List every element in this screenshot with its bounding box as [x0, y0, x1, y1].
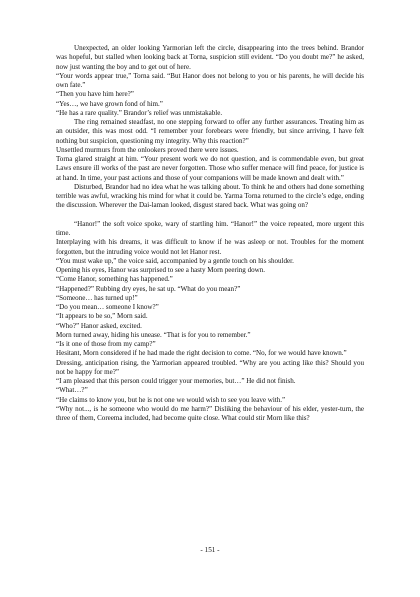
paragraph: “Then you have him here?” [56, 90, 134, 99]
paragraph: Unexpected, an older looking Yarmorian left the circle, disappearing into the trees behind. Brandor was hopeful, but stalled when looking back at Torna, suspicion still evident. “Do you doubt me?” he asked, now just wanting the boy and to get out of here. [56, 44, 364, 71]
paragraph: Interplaying with his dreams, it was difficult to know if he was asleep or not. Troubles for the moment forgotten, but the intruding voice would not let Hanor rest. [56, 238, 364, 256]
paragraph: “It appears to be so,” Morn said. [56, 312, 148, 321]
section-break [56, 211, 364, 220]
paragraph: The ring remained steadfast, no one stepping forward to offer any further assurances. Treating him as an outsider, this was most odd. “I remember your forebears were friendly, but since arriving, I have felt nothing but suspicion, questioning my integrity. Why this reaction?” [56, 118, 364, 145]
paragraph: “I am pleased that this person could trigger your memories, but…” He did not finish. [56, 377, 296, 385]
paragraph: “Your words appear true,” Torna said. “But Hanor does not belong to you or his parents, he will decide his own fate.” [56, 71, 364, 89]
body-text [56, 44, 364, 423]
paragraph: “He has a rare quality.” Brandor’s relief was unmistakable. [56, 108, 223, 117]
paragraph: “Someone… has turned up!” [56, 293, 138, 302]
paragraph: Disturbed, Brandor had no idea what he was talking about. To think he and others had done something terrible was awful, wracking his mind for what it could be. Yarma Torna returned to the circle’s edge, ending the discussion. Wherever the Dai-laman looked, disgust stared back. What was going on? [56, 182, 364, 210]
page-number: - 151 - [200, 546, 220, 554]
paragraph: “Hanor!” the soft voice spoke, wary of startling him. “Hanor!” the voice repeated, more urgent this time. [56, 219, 364, 237]
paragraph: Hesitant, Morn considered if he had made the right decision to come. “No, for we would have known.” [56, 349, 347, 358]
paragraph: Unsettled murmurs from the onlookers proved there were issues. [56, 145, 239, 154]
paragraph: “What…?” [56, 386, 88, 395]
paragraph: Dressing, anticipation rising, the Yarmorian appeared troubled. “Why are you acting like this? Should you not be happy for me?” [56, 358, 364, 376]
paragraph: “You must wake up,” the voice said, accompanied by a gentle touch on his shoulder. [56, 256, 294, 265]
paragraph: “Come Hanor, something has happened.” [56, 275, 173, 284]
paragraph: “He claims to know you, but he is not one we would wish to see you leave with.” [56, 395, 286, 404]
paragraph: Morn turned away, hiding his unease. “That is for you to remember.” [56, 330, 251, 339]
paragraph: “Who?” Hanor asked, excited. [56, 321, 142, 330]
paragraph: “Is it one of those from my camp?” [56, 340, 156, 348]
paragraph: “Do you mean… someone I know?” [56, 303, 159, 311]
paragraph: Torna glared straight at him. “Your present work we do not question, and is commendable even, but great Laws ensure ill works of the past are never forgotten. Those who suffer menace will find peace, for justice is at hand. In time, your past actions and those of your companions will be made known and dealt with.” [56, 155, 364, 182]
paragraph: “Why not..., is he someone who would do me harm?” Disliking the behaviour of his elder, yester-turn, the three of them, Coreema included, had become quite close. What could stir Morn like this? [56, 404, 364, 422]
paragraph: “Happened?” Rubbing dry eyes, he sat up. “What do you mean?” [56, 284, 241, 293]
paragraph: Opening his eyes, Hanor was surprised to see a hasty Morn peering down. [56, 266, 266, 274]
paragraph: “Yes…, we have grown fond of him.” [56, 99, 163, 108]
